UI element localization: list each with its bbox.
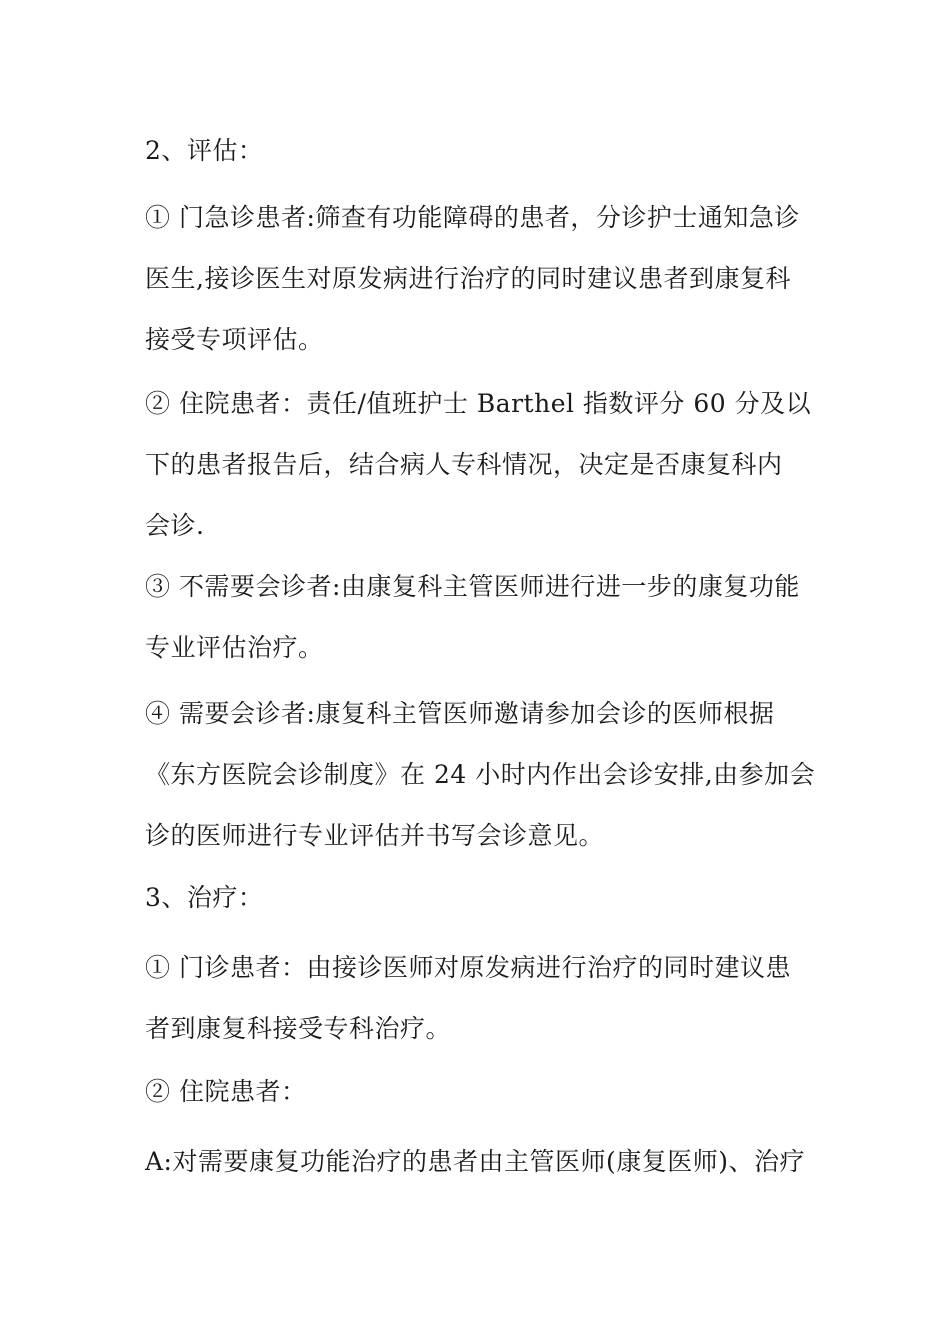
text-line: 诊的医师进行专业评估并书写会诊意见。 [145, 821, 605, 850]
paragraph-no-consultation [145, 556, 810, 678]
text-line: 下的患者报告后，结合病人专科情况，决定是否康复科内 [145, 450, 783, 479]
text-line: A:对需要康复功能治疗的患者由主管医师(康复医师)、治疗 [145, 1147, 805, 1176]
paragraph-item-a [145, 1131, 810, 1192]
text-line: ① 门急诊患者:筛查有功能障碍的患者，分诊护士通知急诊 [145, 203, 800, 232]
text-line: 专业评估治疗。 [145, 633, 324, 662]
paragraph-consultation-needed [145, 683, 816, 866]
text-line: 3、治疗： [145, 883, 264, 912]
section-heading-assessment [145, 120, 810, 181]
text-line: 接受专项评估。 [145, 325, 324, 354]
text-line: ① 门诊患者：由接诊医师对原发病进行治疗的同时建议患 [145, 953, 791, 982]
paragraph-emergency-patients [145, 187, 810, 370]
paragraph-outpatients-treatment [145, 937, 810, 1059]
text-line: 者到康复科接受专科治疗。 [145, 1014, 452, 1043]
text-line: ② 住院患者：责任/值班护士 Barthel 指数评分 60 分及以 [145, 389, 812, 418]
text-line: 医生,接诊医生对原发病进行治疗的同时建议患者到康复科 [145, 264, 791, 293]
text-line: 会诊. [145, 511, 205, 540]
paragraph-inpatients-treatment [145, 1061, 810, 1122]
text-line: 《东方医院会诊制度》在 24 小时内作出会诊安排,由参加会 [145, 760, 816, 789]
paragraph-inpatients-assessment [145, 373, 810, 556]
text-line: 2、评估： [145, 136, 264, 165]
text-line: ④ 需要会诊者:康复科主管医师邀请参加会诊的医师根据 [145, 699, 775, 728]
section-heading-treatment [145, 867, 810, 928]
text-line: ② 住院患者： [145, 1077, 307, 1106]
text-line: ③ 不需要会诊者:由康复科主管医师进行进一步的康复功能 [145, 572, 800, 601]
